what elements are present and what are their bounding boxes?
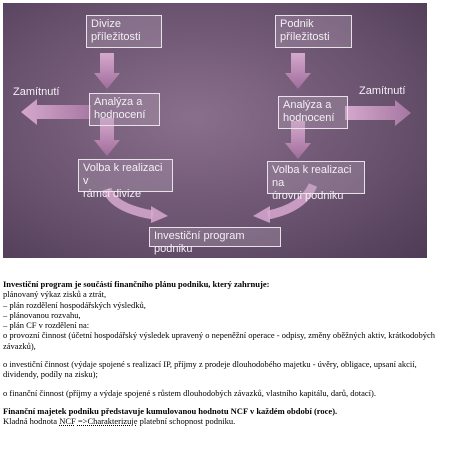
box-divize-line1: Divize	[91, 18, 121, 30]
text-heading: Investiční program je součástí finančního plánu podniku, který zahrnuje:	[3, 279, 270, 289]
text-item-1: plánovaný výkaz zisků a ztrát,	[3, 289, 107, 300]
text-provozni: o provozní činnost (účetní hospodářský výsledek upravený o nepeněžní operace - odpisy, změny oběžných aktiv, krátkodobých závazků),	[3, 330, 436, 351]
arrow-reject-right	[345, 100, 411, 126]
text-kladna	[3, 416, 448, 426]
text-majetek: Finanční majetek podniku představuje kumulovanou hodnotu NCF v každém období (roce).	[3, 405, 338, 416]
text-item-4: – plán CF v rozdělení na:	[3, 320, 90, 331]
box-volba-divize-line2: rámci divize	[83, 188, 142, 200]
box-investicni-program-label: Investiční program podniku	[154, 230, 245, 255]
diagram-slide	[3, 3, 427, 258]
arrow-reject-left	[21, 99, 91, 125]
box-divize-line2: příležitosti	[91, 31, 141, 43]
box-volba-podnik-line1: Volba k realizaci na	[272, 164, 352, 189]
arrow-down-right-1	[285, 53, 311, 89]
arrow-down-left-1	[94, 53, 120, 89]
text-kladna-pre: Kladná hodnota	[3, 416, 60, 427]
box-analyza-left-line1: Analýza a	[94, 96, 143, 108]
box-podnik-line1: Podnik	[280, 18, 314, 30]
box-volba-podnik-line2: úrovni podniku	[272, 190, 344, 202]
box-podnik-prilezitosti	[275, 15, 352, 48]
label-zamitnuti-right: Zamítnutí	[359, 85, 406, 97]
text-item-2: – plán rozdělení hospodářských výsledků,	[3, 299, 146, 310]
box-divize-prilezitosti	[86, 15, 162, 48]
document-text	[3, 279, 448, 427]
box-analyza-right-line1: Analýza a	[283, 99, 332, 111]
box-volba-podnik	[267, 161, 365, 202]
text-financni: o finanční činnost (příjmy a výdaje spojené s růstem dlouhodobých závazků, vlastního kapitálu, darů, dotací).	[3, 387, 376, 398]
text-kladna-ncf: NCF	[59, 416, 76, 427]
text-investicni: o investiční činnost (výdaje spojené s realizací IP, příjmy z prodeje dlouhodobého majetku - úvěry, obligace, upsaní akcií, dividendy, podíly na zisku);	[3, 359, 417, 380]
text-item-3: – plánovanou rozvahu,	[3, 309, 81, 320]
label-zamitnuti-left: Zamítnutí	[13, 86, 60, 98]
box-investicni-program	[149, 227, 281, 255]
box-analyza-left	[89, 93, 160, 126]
text-kladna-charakterizuje: =>Charakterizuje	[77, 416, 138, 427]
diagram-arrows	[3, 3, 427, 258]
box-volba-divize	[78, 159, 173, 200]
text-kladna-post: platební schopnost podniku.	[137, 416, 236, 427]
box-analyza-right	[278, 96, 348, 129]
box-volba-divize-line1: Volba k realizaci v	[83, 162, 163, 187]
box-podnik-line2: příležitosti	[280, 31, 330, 43]
box-analyza-right-line2: hodnocení	[283, 112, 335, 124]
box-analyza-left-line2: hodnocení	[94, 109, 146, 121]
